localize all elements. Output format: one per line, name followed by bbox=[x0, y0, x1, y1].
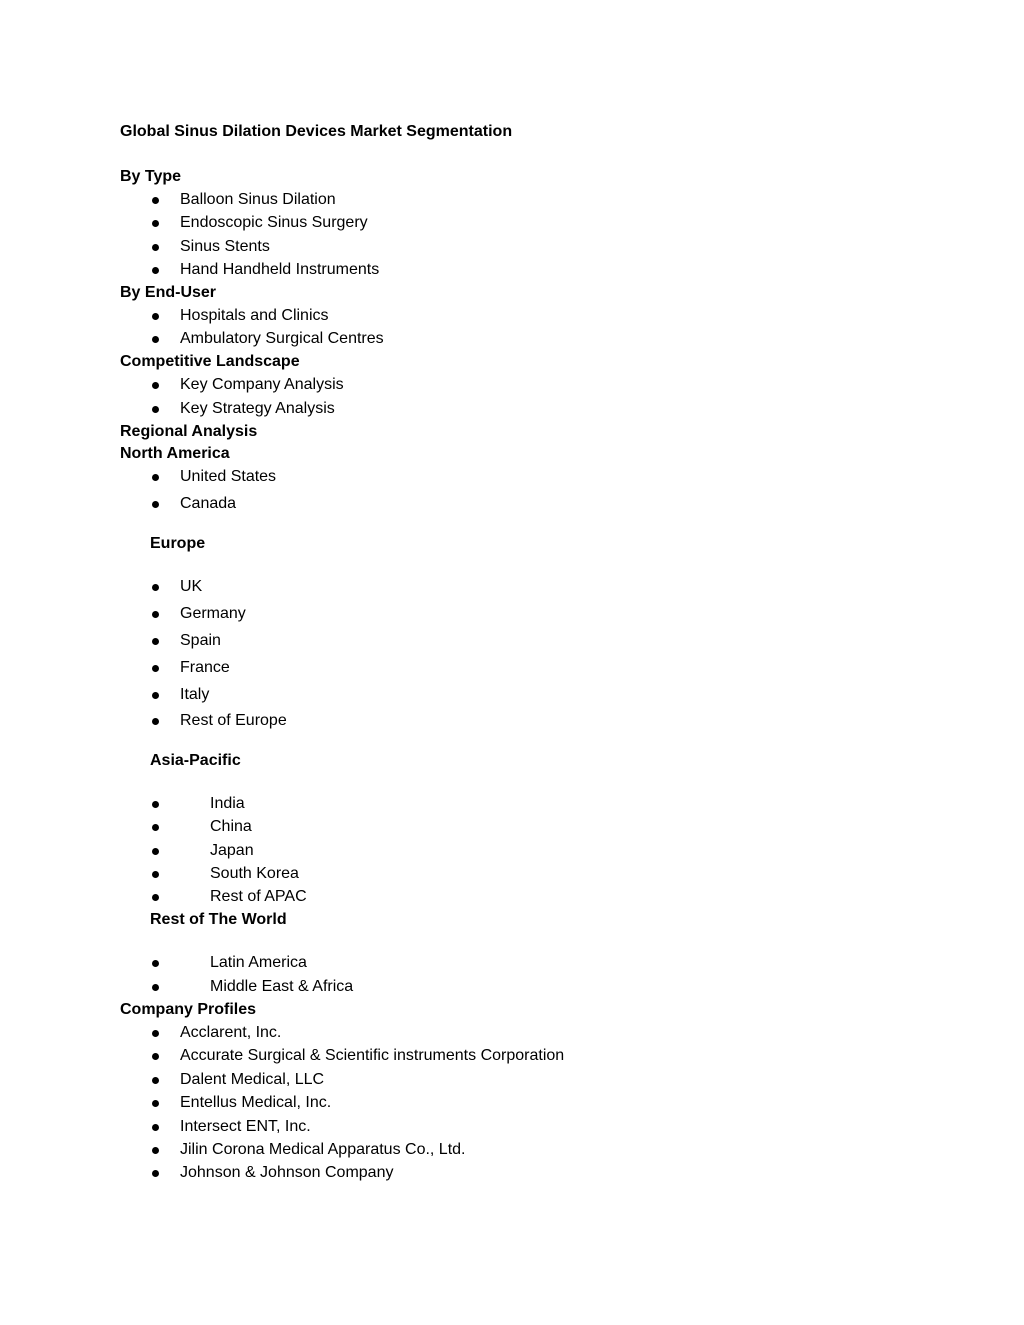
list-item: South Korea bbox=[210, 865, 299, 882]
bullet-icon bbox=[152, 801, 159, 808]
bullet-icon bbox=[152, 984, 159, 991]
list-item: Entellus Medical, Inc. bbox=[180, 1094, 332, 1111]
list-item: Key Strategy Analysis bbox=[180, 400, 335, 417]
list-item: Jilin Corona Medical Apparatus Co., Ltd. bbox=[180, 1141, 466, 1158]
list-item: Dalent Medical, LLC bbox=[180, 1071, 325, 1088]
list-item: Germany bbox=[180, 605, 246, 622]
subheading-europe: Europe bbox=[150, 535, 206, 552]
bullet-icon bbox=[152, 1100, 159, 1107]
list-item: India bbox=[210, 795, 245, 812]
list-item: Key Company Analysis bbox=[180, 376, 344, 393]
bullet-icon bbox=[152, 1124, 159, 1131]
list-item: Rest of APAC bbox=[210, 888, 307, 905]
list-item: Latin America bbox=[210, 954, 307, 971]
bullet-icon bbox=[152, 267, 159, 274]
bullet-icon bbox=[152, 692, 159, 699]
list-item: Rest of Europe bbox=[180, 712, 287, 729]
bullet-icon bbox=[152, 197, 159, 204]
bullet-icon bbox=[152, 1030, 159, 1037]
list-item: Italy bbox=[180, 686, 210, 703]
list-item: Spain bbox=[180, 632, 221, 649]
bullet-icon bbox=[152, 1170, 159, 1177]
list-item: Canada bbox=[180, 495, 237, 512]
bullet-icon bbox=[152, 501, 159, 508]
list-item: Hand Handheld Instruments bbox=[180, 261, 380, 278]
list-item: Intersect ENT, Inc. bbox=[180, 1118, 311, 1135]
list-item: Accurate Surgical & Scientific instruments Corporation bbox=[180, 1047, 565, 1064]
subheading-north-america: North America bbox=[120, 445, 230, 462]
bullet-icon bbox=[152, 611, 159, 618]
section-heading-by-end-user: By End-User bbox=[120, 284, 217, 301]
bullet-icon bbox=[152, 871, 159, 878]
list-item: Hospitals and Clinics bbox=[180, 307, 329, 324]
list-item: Middle East & Africa bbox=[210, 978, 354, 995]
bullet-icon bbox=[152, 382, 159, 389]
list-item: Sinus Stents bbox=[180, 238, 270, 255]
bullet-icon bbox=[152, 824, 159, 831]
list-item: United States bbox=[180, 468, 277, 485]
list-item: China bbox=[210, 818, 252, 835]
list-item: France bbox=[180, 659, 230, 676]
bullet-icon bbox=[152, 474, 159, 481]
bullet-icon bbox=[152, 220, 159, 227]
bullet-icon bbox=[152, 584, 159, 591]
list-item: Acclarent, Inc. bbox=[180, 1024, 282, 1041]
bullet-icon bbox=[152, 960, 159, 967]
list-item: Japan bbox=[210, 842, 254, 859]
subheading-rest-of-world: Rest of The World bbox=[150, 911, 287, 928]
bullet-icon bbox=[152, 638, 159, 645]
section-heading-competitive-landscape: Competitive Landscape bbox=[120, 353, 300, 370]
bullet-icon bbox=[152, 1053, 159, 1060]
bullet-icon bbox=[152, 848, 159, 855]
bullet-icon bbox=[152, 244, 159, 251]
list-item: Endoscopic Sinus Surgery bbox=[180, 214, 368, 231]
subheading-asia-pacific: Asia-Pacific bbox=[150, 752, 241, 769]
list-item: Ambulatory Surgical Centres bbox=[180, 330, 384, 347]
bullet-icon bbox=[152, 894, 159, 901]
bullet-icon bbox=[152, 336, 159, 343]
section-heading-company-profiles: Company Profiles bbox=[120, 1001, 257, 1018]
list-item: UK bbox=[180, 578, 203, 595]
list-item: Balloon Sinus Dilation bbox=[180, 191, 336, 208]
page-title: Global Sinus Dilation Devices Market Segmentation bbox=[120, 123, 513, 140]
section-heading-by-type: By Type bbox=[120, 168, 182, 185]
bullet-icon bbox=[152, 406, 159, 413]
bullet-icon bbox=[152, 1147, 159, 1154]
list-item: Johnson & Johnson Company bbox=[180, 1164, 394, 1181]
bullet-icon bbox=[152, 313, 159, 320]
bullet-icon bbox=[152, 1077, 159, 1084]
section-heading-regional-analysis: Regional Analysis bbox=[120, 423, 258, 440]
bullet-icon bbox=[152, 718, 159, 725]
bullet-icon bbox=[152, 665, 159, 672]
